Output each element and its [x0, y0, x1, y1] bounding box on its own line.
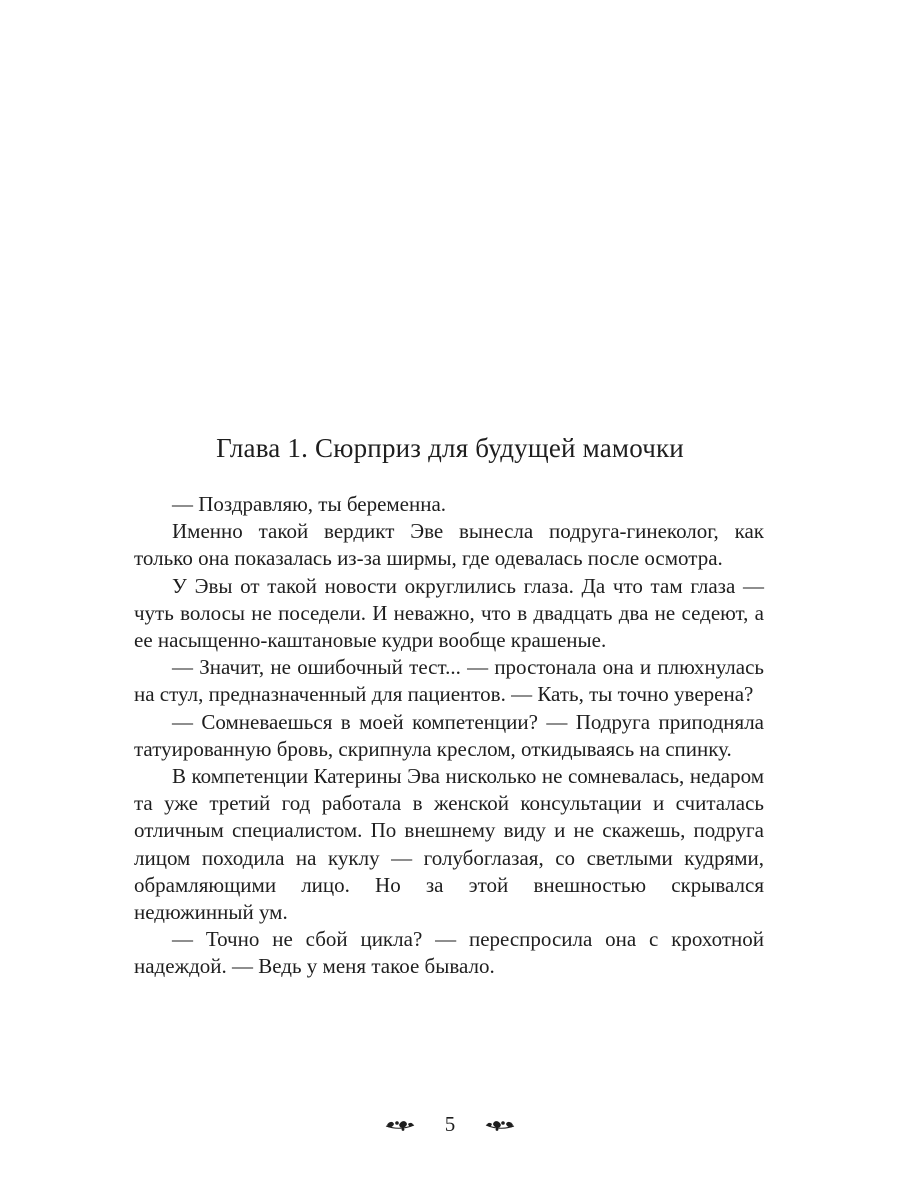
paragraph: У Эвы от такой новости округлились глаза. Да что там глаза — чуть волосы не поседели. И неважно, что в двадцать два не седеют, а ее насыщенно-каштановые кудри вообще крашеные.	[134, 573, 764, 653]
paragraph: Именно такой вердикт Эве вынесла подруга-гинеколог, как только она показалась из-за ширмы, где одевалась после осмотра.	[134, 519, 764, 571]
paragraph: — Значит, не ошибочный тест... — простонала она и плюхнулась на стул, предназначенный для пациентов. — Кать, ты точно уверена?	[134, 655, 764, 707]
page-number: 5	[444, 1112, 456, 1136]
paragraph: В компетенции Катерины Эва нисколько не сомневалась, недаром та уже третий год работала в женской консультации и считалась отличным специалистом. По внешнему виду и не скажешь, подруга лицом походила на куклу — голубоглазая, со светлыми кудрями, обрамляющими лицо. Но за этой внешностью скрывался недюжинный ум.	[134, 764, 764, 925]
chapter-body	[134, 491, 764, 981]
paragraph: — Точно не сбой цикла? — переспросила она с крохотной надеждой. — Ведь у меня такое бывало.	[134, 927, 764, 979]
floral-ornament-icon	[385, 1116, 415, 1132]
page-footer	[0, 1108, 900, 1140]
chapter-title: Глава 1. Сюрприз для будущей мамочки	[216, 433, 684, 463]
paragraph: — Сомневаешься в моей компетенции? — Подруга приподняла татуированную бровь, скрипнула креслом, откидываясь на спинку.	[134, 709, 764, 761]
paragraph: — Поздравляю, ты беременна.	[172, 492, 447, 516]
floral-ornament-icon	[485, 1116, 515, 1132]
